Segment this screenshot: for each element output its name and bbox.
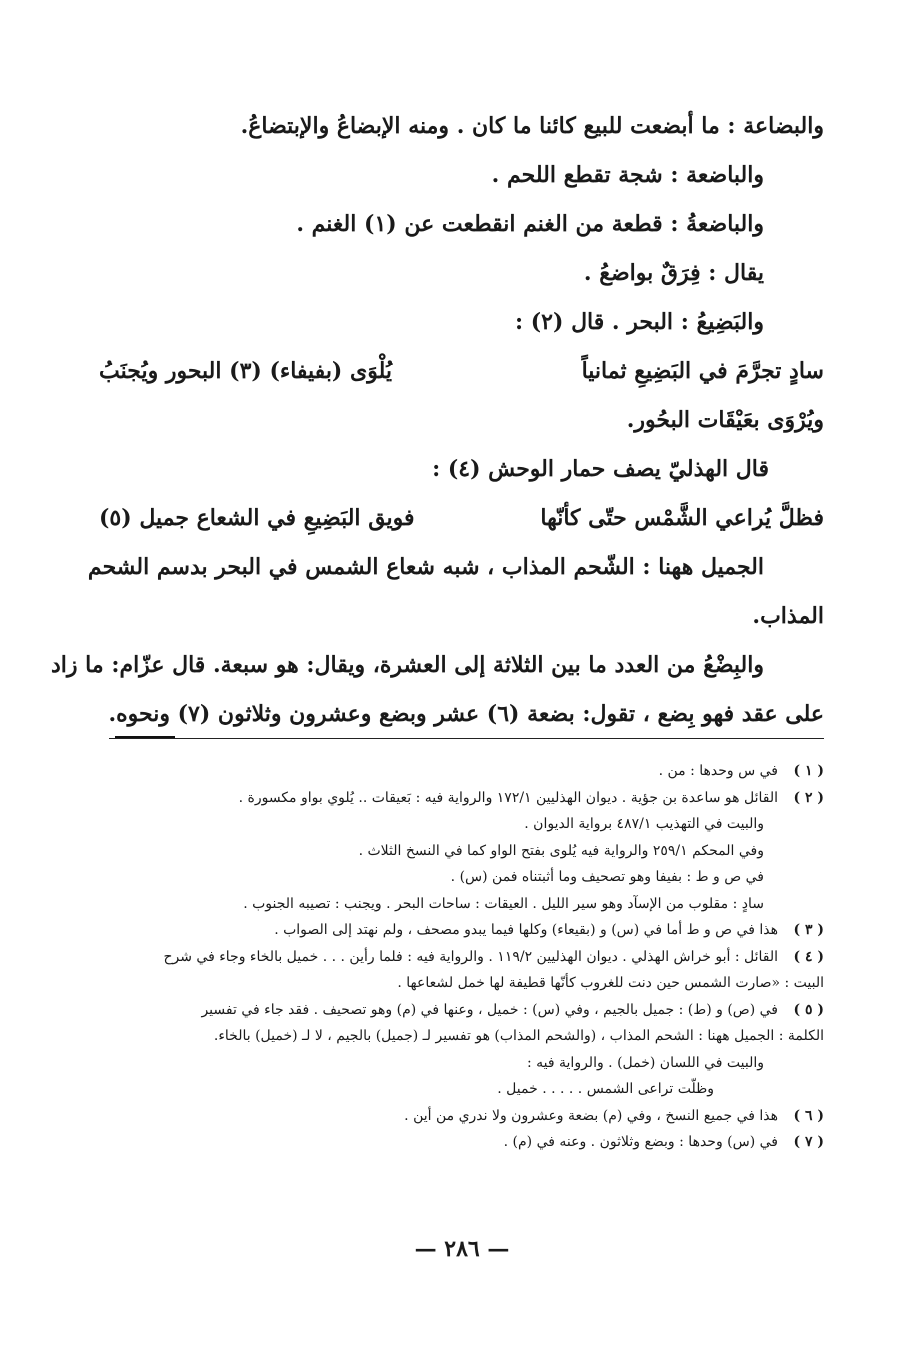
footnote-continuation: في ص و ط : بفيفا وهو تصحيف وما أثبتناه فمن (س) . xyxy=(450,869,764,885)
footnote xyxy=(104,944,824,971)
footnote-text: القائل : أبو خراش الهذلي . ديوان الهذليين ١١٩/٢ . والرواية فيه : فلما رأين . . . خميل بالخاء وجاء في شرح xyxy=(163,948,778,965)
main-text xyxy=(50,102,824,739)
text-line: قال الهذليّ يصف حمار الوحش (٤) : xyxy=(432,456,769,482)
text-line: على عقد فهو بِضع ، تقول: بضعة (٦) عشر وبضع وعشرون وثلاثون (٧) ونحوه. xyxy=(108,701,824,727)
footnote-number: ( ٤ ) xyxy=(793,948,824,965)
footnote xyxy=(104,785,824,812)
verse-second-hemistich: يُلْوَى (بفيفاء) (٣) البحور ويُجنَبُ xyxy=(99,358,392,384)
footnote-continuation: والبيت في التهذيب ٤٨٧/١ برواية الديوان . xyxy=(524,816,764,832)
poem-verse xyxy=(99,347,824,396)
text-line: المذاب. xyxy=(752,603,824,629)
footnote-text: هذا في ص و ط أما في (س) و (بقيعاء) وكلها فيما يبدو مصحف ، ولم نهتد إلى الصواب . xyxy=(274,922,778,938)
text-line: والبَضِيعُ : البحر . قال (٢) : xyxy=(514,309,764,335)
text-line: والبِضْعُ من العدد ما بين الثلاثة إلى العشرة، ويقال: هو سبعة. قال عزّام: ما زاد xyxy=(50,652,764,678)
footnote-text: في (ص) و (ط) : جميل بالجيم ، وفي (س) : خميل ، وعنها في (م) وهو تصحيف . فقد جاء في تفسير xyxy=(201,1001,778,1018)
footnote-continuation: وفي المحكم ٢٥٩/١ والرواية فيه يُلوى بفتح الواو كما في النسخ الثلاث . xyxy=(358,842,764,859)
text-line: يقال : فِرَقٌ بواضعُ . xyxy=(583,260,764,286)
verse-second-hemistich: فويق البَضِيعِ في الشعاع جميل (٥) xyxy=(99,505,415,531)
footnote-text: القائل هو ساعدة بن جؤية . ديوان الهذليين ١٧٢/١ والرواية فيه : بَعيقات .. يُلوي بواو مكسورة . xyxy=(238,789,778,806)
footnote-number: ( ٦ ) xyxy=(793,1107,824,1124)
footnote-continuation: البيت : «صارت الشمس حين دنت للغروب كأنّها قطيفة لها خمل لشعاعها . xyxy=(397,975,824,991)
footnote xyxy=(104,758,824,785)
footnote-text: هذا في جميع النسخ ، وفي (م) بضعة وعشرون ولا ندري من أين . xyxy=(404,1107,778,1124)
text-line: والباضعةُ : قطعة من الغنم انقطعت عن (١) الغنم . xyxy=(296,211,764,237)
footnote-continuation: الكلمة : الجميل ههنا : الشحم المذاب ، (والشحم المذاب) هو تفسير لـ (جميل) بالجيم ، لا لـ (خميل) بالخاء. xyxy=(213,1028,824,1044)
footnote xyxy=(104,917,824,944)
footnote-number: ( ٢ ) xyxy=(793,789,824,806)
footnote-number: ( ٧ ) xyxy=(793,1134,824,1150)
footnote xyxy=(104,997,824,1024)
text-line: والبضاعة : ما أبضعت للبيع كائنا ما كان . ومنه الإبضاعُ والإبتضاعُ. xyxy=(240,113,824,139)
footnote-continuation: سادٍ : مقلوب من الإسآد وهو سير الليل . العيقات : ساحات البحر . ويجنب : تصيبه الجنوب . xyxy=(243,895,764,912)
footnote xyxy=(104,1129,824,1156)
footnotes xyxy=(104,758,824,1156)
footnote-number: ( ١ ) xyxy=(793,763,824,779)
text-line: ويُرْوَى بعَيْقَات البحُور. xyxy=(626,407,824,433)
footnote-number: ( ٥ ) xyxy=(793,1001,824,1018)
poem-verse xyxy=(99,494,824,543)
text-line: الجميل ههنا : الشّحم المذاب ، شبه شعاع الشمس في البحر بدسم الشحم xyxy=(87,554,764,580)
footnote-separator xyxy=(109,738,824,739)
footnote-text: في (س) وحدها : وبضع وثلاثون . وعنه في (م) . xyxy=(503,1134,778,1150)
footnote-continuation: وظلّت تراعى الشمس . . . . . خميل . xyxy=(497,1081,714,1097)
text-line: والباضعة : شجة تقطع اللحم . xyxy=(491,162,764,188)
footnote-continuation: والبيت في اللسان (خمل) . والرواية فيه : xyxy=(526,1054,764,1071)
verse-first-hemistich: فظلَّ يُراعي الشَّمْس حتّى كأنّها xyxy=(540,505,824,531)
page-number: — ٢٨٦ — xyxy=(414,1236,510,1262)
footnote xyxy=(104,1103,824,1130)
verse-first-hemistich: سادٍ تجرَّمَ في البَضِيعِ ثمانياً xyxy=(581,358,824,384)
footnote-text: في س وحدها : من . xyxy=(658,763,778,779)
footnote-number: ( ٣ ) xyxy=(793,922,824,938)
